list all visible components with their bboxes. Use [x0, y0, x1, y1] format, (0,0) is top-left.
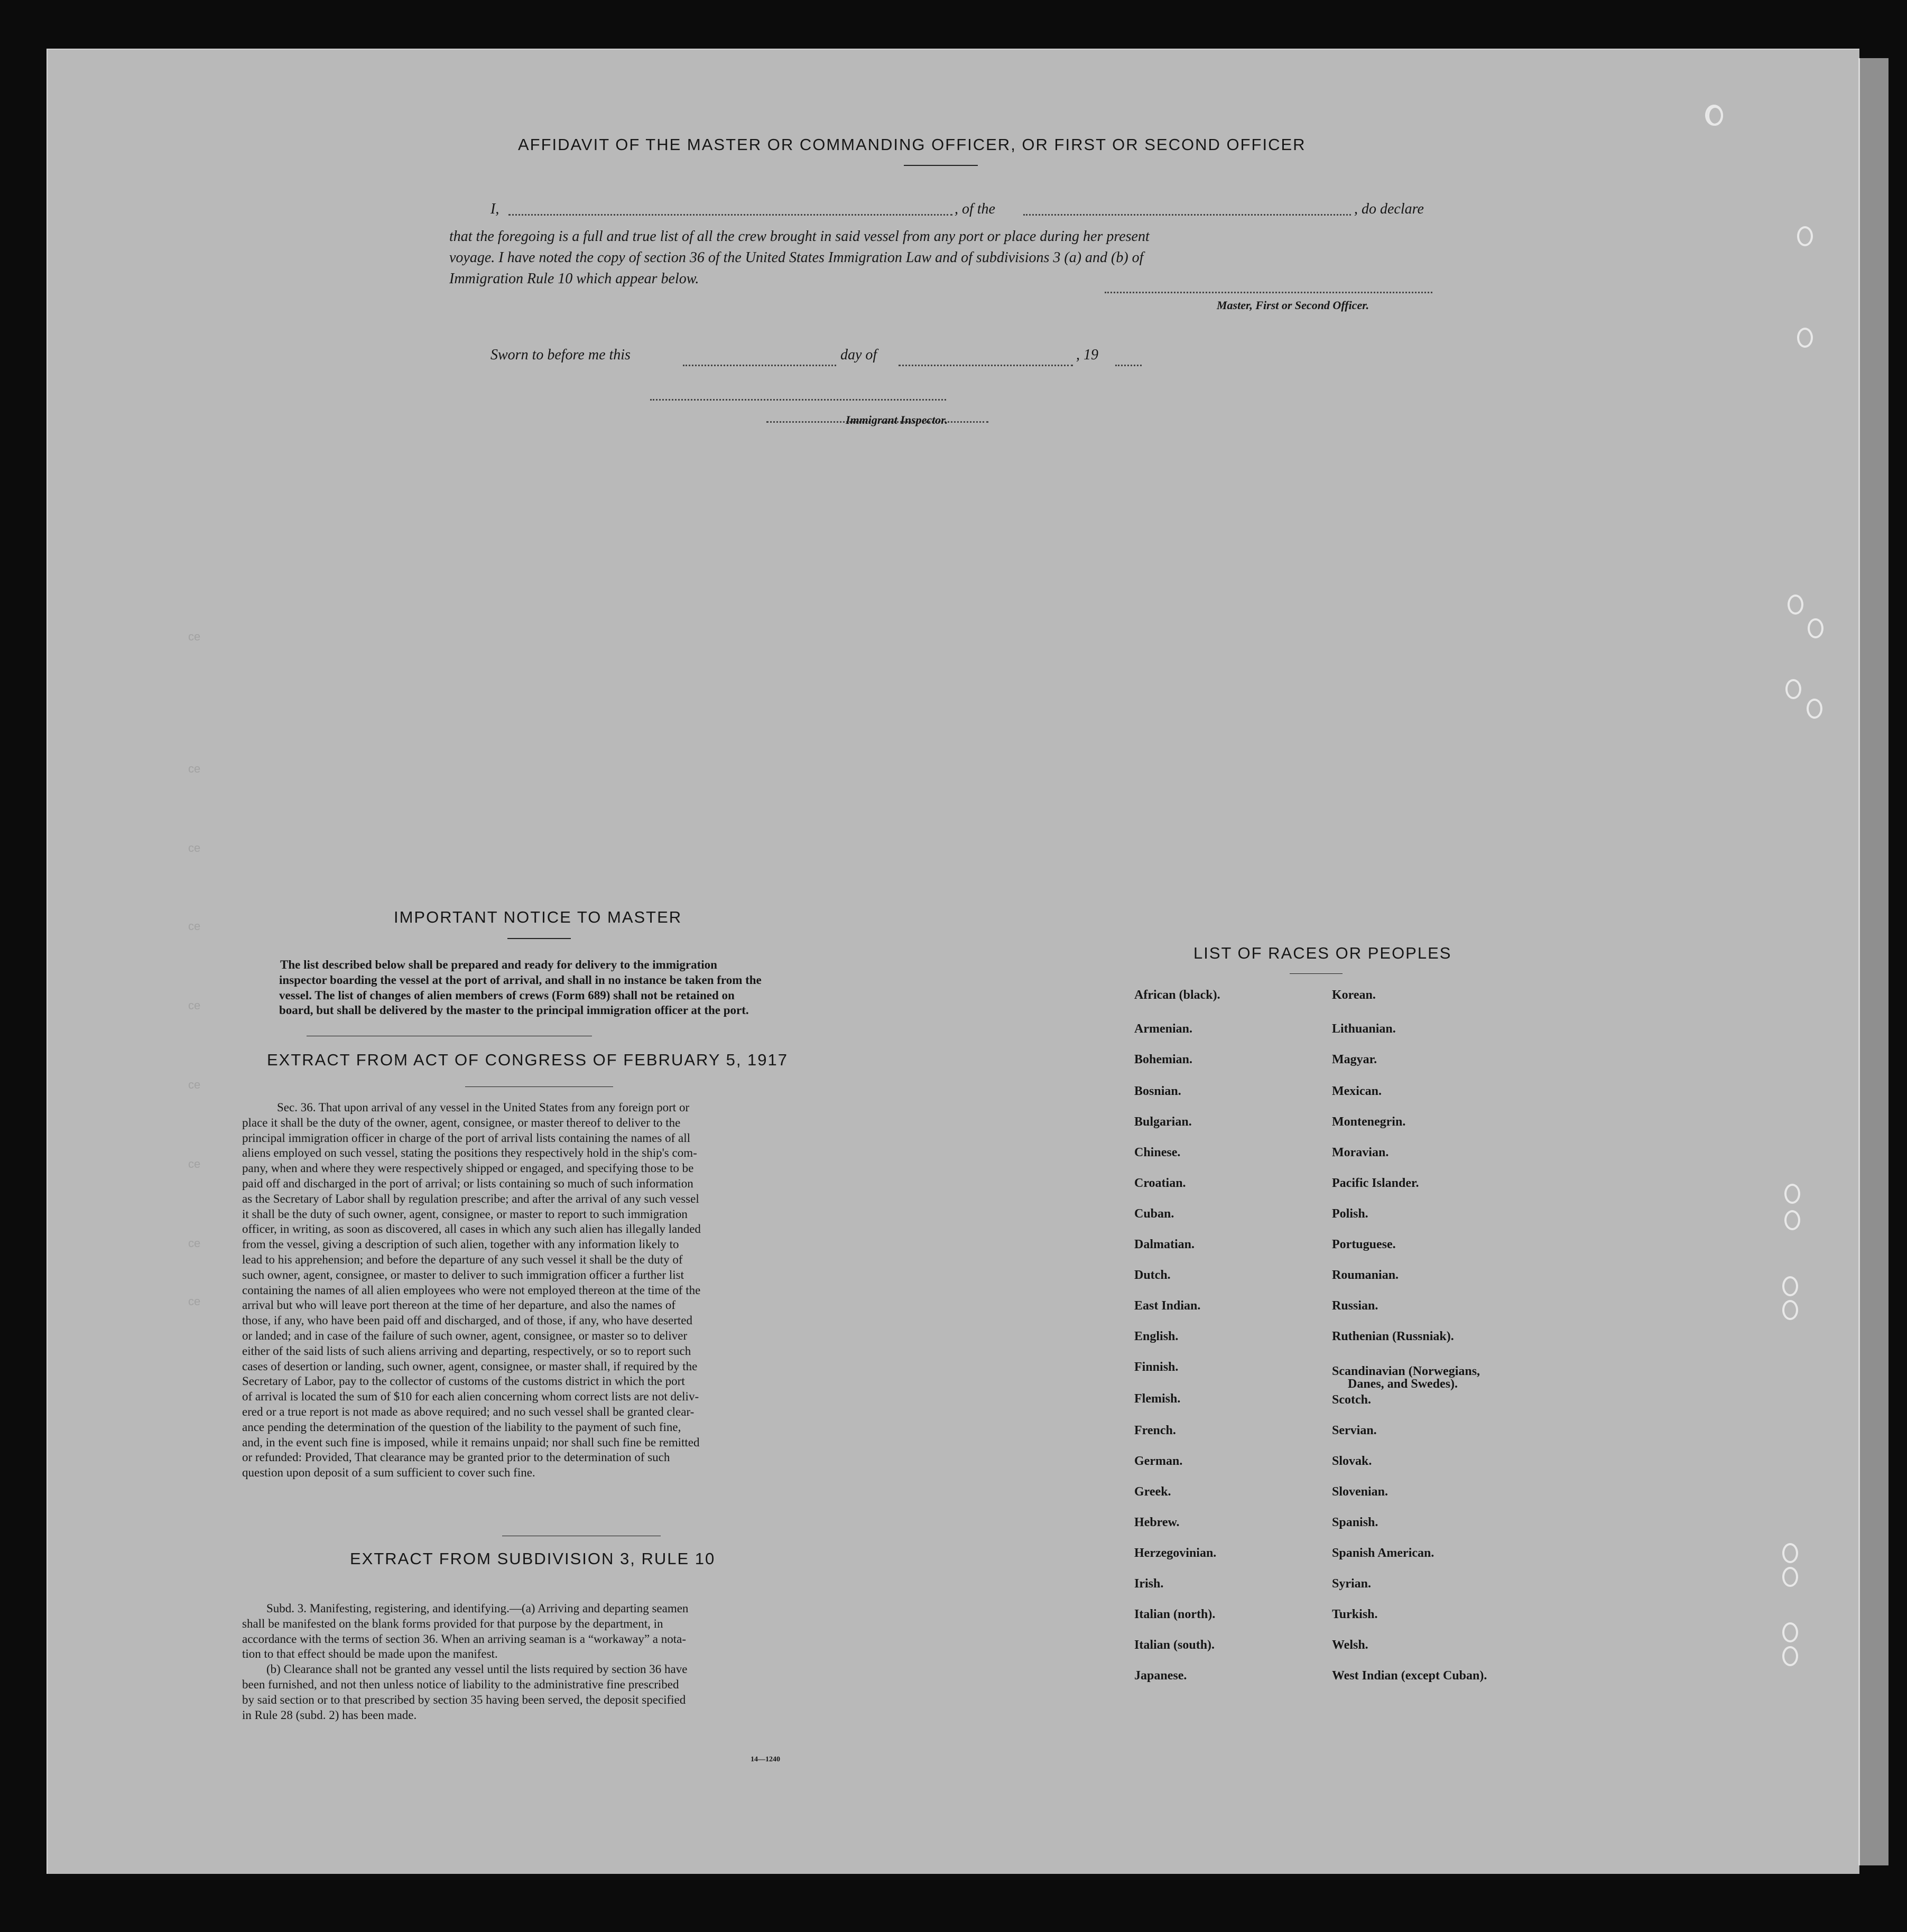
act-line: containing the names of all alien employees who were not employed thereon at the time of the [242, 1283, 701, 1297]
act-line: Sec. 36. That upon arrival of any vessel in the United States from any foreign port or [277, 1101, 690, 1114]
race-item: Italian (south). [1134, 1638, 1215, 1652]
notice-line: vessel. The list of changes of alien members of crews (Form 689) shall not be retained on [279, 988, 735, 1002]
race-item: German. [1134, 1454, 1183, 1468]
notice-title: IMPORTANT NOTICE TO MASTER [394, 908, 682, 926]
form-number: 14—1240 [751, 1755, 780, 1763]
act-line: either of the said lists of such aliens arriving and departing, respectively, or so to report such [242, 1344, 691, 1358]
year-label: , 19 [1076, 347, 1098, 363]
race-item: Roumanian. [1332, 1268, 1399, 1282]
affidavit-title: AFFIDAVIT OF THE MASTER OR COMMANDING OFFICER, OR FIRST OR SECOND OFFICER [518, 135, 1306, 154]
act-line: place it shall be the duty of the owner, agent, consignee, or master thereof to deliver to the [242, 1116, 681, 1129]
notice-line: board, but shall be delivered by the master to the principal immigration officer at the port. [279, 1004, 749, 1017]
underlying-page-edge [1858, 58, 1889, 1865]
rule-line: tion to that effect should be made upon the manifest. [242, 1647, 498, 1661]
race-item: Bohemian. [1134, 1053, 1193, 1066]
race-item: Lithuanian. [1332, 1022, 1396, 1036]
race-item: Spanish American. [1332, 1546, 1434, 1560]
sworn-label: Sworn to before me this [490, 347, 631, 363]
act-extract-title: EXTRACT FROM ACT OF CONGRESS OF FEBRUARY 5, 1917 [267, 1051, 789, 1069]
of-the-label: , of the [955, 201, 995, 217]
act-line: aliens employed on such vessel, stating the positions they respectively hold in the ship's com- [242, 1146, 697, 1160]
race-item: Herzegovinian. [1134, 1546, 1217, 1560]
race-item: Chinese. [1134, 1146, 1181, 1159]
race-item: Dalmatian. [1134, 1238, 1195, 1251]
act-line: as the Secretary of Labor shall by regulation prescribe; and after the arrival of any such vessel [242, 1192, 699, 1205]
affidavit-body-line-2: voyage. I have noted the copy of section 36 of the United States Immigration Law and of subdivisions 3 (a) and (b) of [449, 249, 1144, 266]
punch-hole-icon [1782, 1543, 1798, 1563]
notice-underline [507, 938, 571, 939]
bleed-through-mark: ce [188, 1295, 201, 1308]
race-item: Russian. [1332, 1299, 1378, 1313]
race-item: Magyar. [1332, 1053, 1377, 1066]
race-item: English. [1134, 1330, 1179, 1343]
punch-hole-icon [1782, 1646, 1798, 1666]
rule-extract-text [242, 1601, 849, 1723]
race-item: Bosnian. [1134, 1084, 1181, 1098]
race-item: Syrian. [1332, 1577, 1372, 1591]
race-item: Dutch. [1134, 1268, 1171, 1282]
notice-line: inspector boarding the vessel at the port of arrival, and shall in no instance be taken from the [279, 973, 762, 987]
race-item: Danes, and Swedes). [1348, 1377, 1458, 1391]
act-line: from the vessel, giving a description of such alien, together with any information likely to [242, 1238, 679, 1251]
rule-line: been furnished, and not then unless notice of liability to the administrative fine prescribed [242, 1677, 679, 1691]
race-item: Flemish. [1134, 1392, 1181, 1406]
race-item: French. [1134, 1424, 1176, 1437]
race-item: Ruthenian (Russniak). [1332, 1330, 1454, 1343]
race-item: Polish. [1332, 1207, 1368, 1221]
master-signature-field[interactable] [1105, 292, 1432, 293]
punch-hole-icon [1784, 1184, 1800, 1204]
race-item: Finnish. [1134, 1360, 1179, 1374]
race-item: Scandinavian (Norwegians, [1332, 1364, 1480, 1378]
rule-extract-title: EXTRACT FROM SUBDIVISION 3, RULE 10 [350, 1549, 716, 1568]
inspector-signature-line-1[interactable] [650, 399, 946, 401]
punch-hole-icon [1782, 1300, 1798, 1320]
race-item: Armenian. [1134, 1022, 1192, 1036]
race-item: Hebrew. [1134, 1516, 1180, 1529]
act-line: principal immigration officer in charge of the port of arrival lists containing the names of all [242, 1131, 690, 1145]
sworn-month-field[interactable] [899, 365, 1073, 366]
act-line: ance pending the determination of the question of the liability to the payment of such fine, [242, 1420, 681, 1434]
punch-hole-icon [1808, 618, 1823, 638]
act-line: those, if any, who have been paid off and discharged, and of those, if any, who have deserted [242, 1314, 693, 1327]
do-declare-label: , do declare [1354, 201, 1424, 217]
race-item: Italian (north). [1134, 1608, 1216, 1621]
act-line: such owner, agent, consignee, or master to deliver to such immigration officer a further list [242, 1268, 684, 1281]
race-item: Greek. [1134, 1485, 1171, 1499]
act-line: or refunded: Provided, That clearance may be granted prior to the determination of such [242, 1451, 670, 1464]
act-line: officer, in writing, as soon as discovered, all cases in which any such alien has illegally landed [242, 1222, 701, 1236]
race-item: Servian. [1332, 1424, 1377, 1437]
race-item: Spanish. [1332, 1516, 1378, 1529]
punch-hole-icon [1705, 105, 1723, 126]
race-item: Montenegrin. [1332, 1115, 1406, 1129]
title-underline [904, 165, 978, 166]
race-item: Portuguese. [1332, 1238, 1396, 1251]
sworn-year-field[interactable] [1115, 365, 1142, 366]
rule-line: by said section or to that prescribed by section 35 having been served, the deposit specified [242, 1693, 686, 1706]
act-line: cases of desertion or landing, such owner, agent, consignee, or master shall, if required by the [242, 1359, 698, 1373]
rule-line: (b) Clearance shall not be granted any vessel until the lists required by section 36 have [266, 1662, 688, 1676]
race-item: Japanese. [1134, 1669, 1187, 1683]
declarant-name-field[interactable] [508, 214, 952, 216]
punch-hole-icon [1782, 1276, 1798, 1296]
race-item: Pacific Islander. [1332, 1176, 1419, 1190]
act-line: it shall be the duty of such owner, agent, consignee, or master to report to such immigration [242, 1207, 688, 1221]
act-line: lead to his apprehension; and before the departure of any such vessel it shall be the duty of [242, 1252, 683, 1266]
races-title: LIST OF RACES OR PEOPLES [1193, 944, 1452, 962]
affidavit-body-line-1: that the foregoing is a full and true list of all the crew brought in said vessel from any port or place during her present [449, 228, 1150, 245]
vessel-field[interactable] [1023, 214, 1351, 216]
act-extract-text [242, 1100, 850, 1481]
act-line: arrival but who will leave port thereon at the time of her departure, and also the names of [242, 1298, 676, 1312]
punch-hole-icon [1807, 699, 1822, 719]
rule-line: in Rule 28 (subd. 2) has been made. [242, 1708, 417, 1722]
race-item: Moravian. [1332, 1146, 1389, 1159]
punch-hole-icon [1788, 595, 1803, 615]
act-line: of arrival is located the sum of $10 for each alien concerning whom correct lists are not deliv- [242, 1390, 699, 1404]
race-item: Korean. [1332, 988, 1376, 1002]
race-item: Slovak. [1332, 1454, 1372, 1468]
punch-hole-icon [1797, 328, 1813, 348]
race-item: Slovenian. [1332, 1485, 1388, 1499]
bleed-through-mark: ce [188, 1078, 201, 1091]
bleed-through-mark: ce [188, 762, 201, 775]
act-line: ered or a true report is not made as above required; and no such vessel shall be granted clear- [242, 1405, 695, 1418]
race-item: Welsh. [1332, 1638, 1368, 1652]
punch-hole-icon [1782, 1567, 1798, 1587]
bleed-through-mark: ce [188, 919, 201, 933]
race-item: Turkish. [1332, 1608, 1378, 1621]
rule-line: shall be manifested on the blank forms provided for that purpose by the department, in [242, 1617, 663, 1630]
bleed-through-mark: ce [188, 841, 201, 854]
race-item: Cuban. [1134, 1207, 1174, 1221]
race-item: Croatian. [1134, 1176, 1186, 1190]
day-of-label: day of [840, 347, 877, 363]
notice-text [279, 958, 854, 1018]
races-underline [1290, 973, 1343, 974]
declarant-prefix: I, [490, 201, 499, 217]
act-line: paid off and discharged in the port of arrival; or lists containing so much of such information [242, 1176, 693, 1190]
act-line: or landed; and in case of the failure of such owner, agent, consignee, or master so to deliver [242, 1329, 688, 1342]
sworn-day-field[interactable] [683, 365, 836, 366]
act-line: and, in the event such fine is imposed, while it remains unpaid; nor shall such fine be remitted [242, 1435, 700, 1449]
race-item: Bulgarian. [1134, 1115, 1192, 1129]
bleed-through-mark: ce [188, 630, 201, 643]
punch-hole-icon [1785, 679, 1801, 699]
rule-line: Subd. 3. Manifesting, registering, and identifying.—(a) Arriving and departing seamen [266, 1602, 689, 1615]
act-extract-underline [465, 1086, 613, 1087]
bleed-through-mark: ce [188, 1157, 201, 1171]
race-item: Scotch. [1332, 1393, 1371, 1407]
race-item: Mexican. [1332, 1084, 1382, 1098]
master-signature-label: Master, First or Second Officer. [1217, 299, 1369, 312]
notice-line: The list described below shall be prepared and ready for delivery to the immigration [280, 958, 717, 971]
rule-line: accordance with the terms of section 36. When an arriving seaman is a “workaway” a nota- [242, 1632, 687, 1646]
affidavit-body-line-3: Immigration Rule 10 which appear below. [449, 271, 699, 287]
bleed-through-mark: ce [188, 999, 201, 1012]
act-line: pany, when and where they were respectively shipped or engaged, and specifying those to be [242, 1162, 694, 1175]
punch-hole-icon [1782, 1622, 1798, 1642]
bleed-through-mark: ce [188, 1237, 201, 1250]
act-line: Secretary of Labor, pay to the collector of customs of the customs district in which the port [242, 1374, 685, 1388]
race-item: Irish. [1134, 1577, 1164, 1591]
race-item: East Indian. [1134, 1299, 1201, 1313]
race-item: West Indian (except Cuban). [1332, 1669, 1487, 1683]
punch-hole-icon [1784, 1210, 1800, 1230]
act-line: question upon deposit of a sum sufficient to cover such fine. [242, 1466, 535, 1480]
race-item: African (black). [1134, 988, 1220, 1002]
punch-hole-icon [1797, 226, 1813, 246]
inspector-label: Immigrant Inspector. [846, 413, 948, 426]
